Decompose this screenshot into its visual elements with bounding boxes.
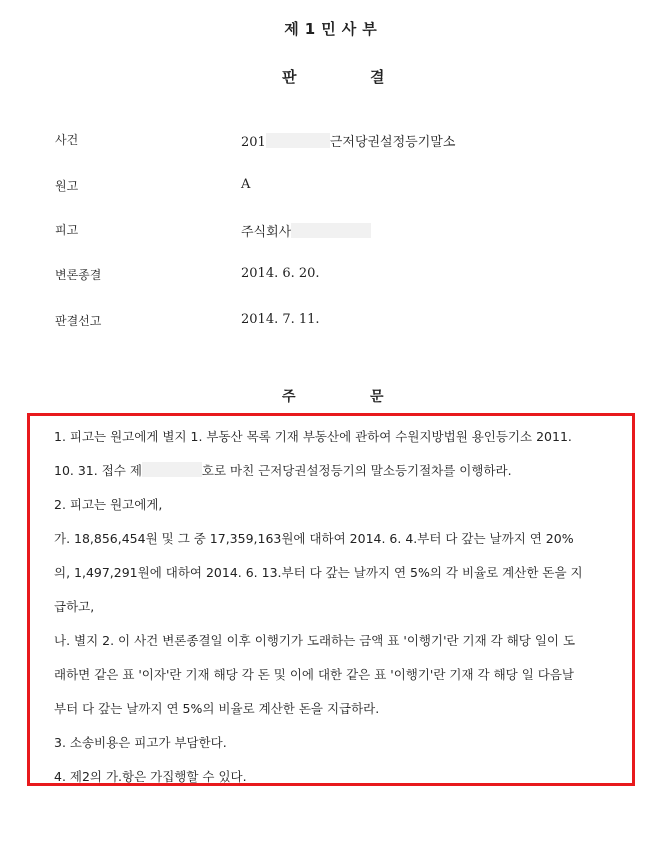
redaction-mask [291, 223, 371, 238]
order-line-part: 10. 31. 접수 제 [54, 463, 142, 478]
redaction-mask [142, 462, 202, 477]
redaction-mask [266, 133, 330, 148]
title-char-right: 결 [370, 68, 385, 86]
order-text [54, 426, 616, 800]
defendant-label: 피고 [55, 223, 79, 237]
case-number-label: 사건 [55, 133, 79, 147]
defendant-value [241, 221, 371, 240]
hearing-end-label: 변론종결 [55, 268, 102, 282]
case-name: 근저당권설정등기말소 [329, 135, 456, 150]
judgment-date-row [55, 312, 615, 332]
order-heading-right: 문 [370, 389, 384, 405]
order-line: 1. 피고는 원고에게 별지 1. 부동산 목록 기재 부동산에 관하여 수원지방법원 용인등기소 2011. [54, 429, 572, 444]
hearing-end-row [55, 266, 615, 286]
order-line: 부터 다 갚는 날까지 연 5%의 비율로 계산한 돈을 지급하라. [54, 701, 380, 716]
order-line: 래하면 같은 표 '이자'란 기재 해당 각 돈 및 이에 대한 같은 표 '이행기'란 기재 각 해당 일 다음날 [54, 667, 574, 682]
order-line: 의, 1,497,291원에 대하여 2014. 6. 13.부터 다 갚는 날까지 연 5%의 각 비율로 계산한 돈을 지 [54, 565, 583, 580]
hearing-end-value: 2014. 6. 20. [241, 266, 320, 281]
order-line: 3. 소송비용은 피고가 부담한다. [54, 735, 227, 750]
order-heading-left: 주 [282, 389, 296, 405]
court-division: 제1민사부 [284, 20, 383, 38]
case-number-prefix: 201 [241, 135, 266, 150]
judgment-date-value: 2014. 7. 11. [241, 312, 320, 327]
plaintiff-row [55, 177, 615, 197]
order-line: 급하고, [54, 599, 95, 614]
plaintiff-value: A [241, 177, 251, 192]
title-char-left: 판 [282, 68, 297, 86]
order-line: 나. 별지 2. 이 사건 변론종결일 이후 이행기가 도래하는 금액 표 '이행기'란 기재 각 해당 일이 도 [54, 633, 576, 648]
document-title [0, 66, 667, 86]
defendant-row [55, 221, 615, 241]
case-number-value [241, 131, 455, 150]
order-line [54, 460, 616, 494]
order-line: 4. 제2의 가.항은 가집행할 수 있다. [54, 769, 247, 784]
defendant-name: 주식회사 [241, 225, 292, 240]
order-line: 2. 피고는 원고에게, [54, 497, 163, 512]
case-number-row [55, 131, 615, 151]
judgment-date-label: 판결선고 [55, 314, 102, 328]
plaintiff-label: 원고 [55, 179, 79, 193]
order-line-part: 호로 마친 근저당권설정등기의 말소등기절차를 이행하라. [201, 463, 512, 478]
order-heading [0, 386, 667, 406]
order-line: 가. 18,856,454원 및 그 중 17,359,163원에 대하여 2014. 6. 4.부터 다 갚는 날까지 연 20% [54, 531, 574, 546]
